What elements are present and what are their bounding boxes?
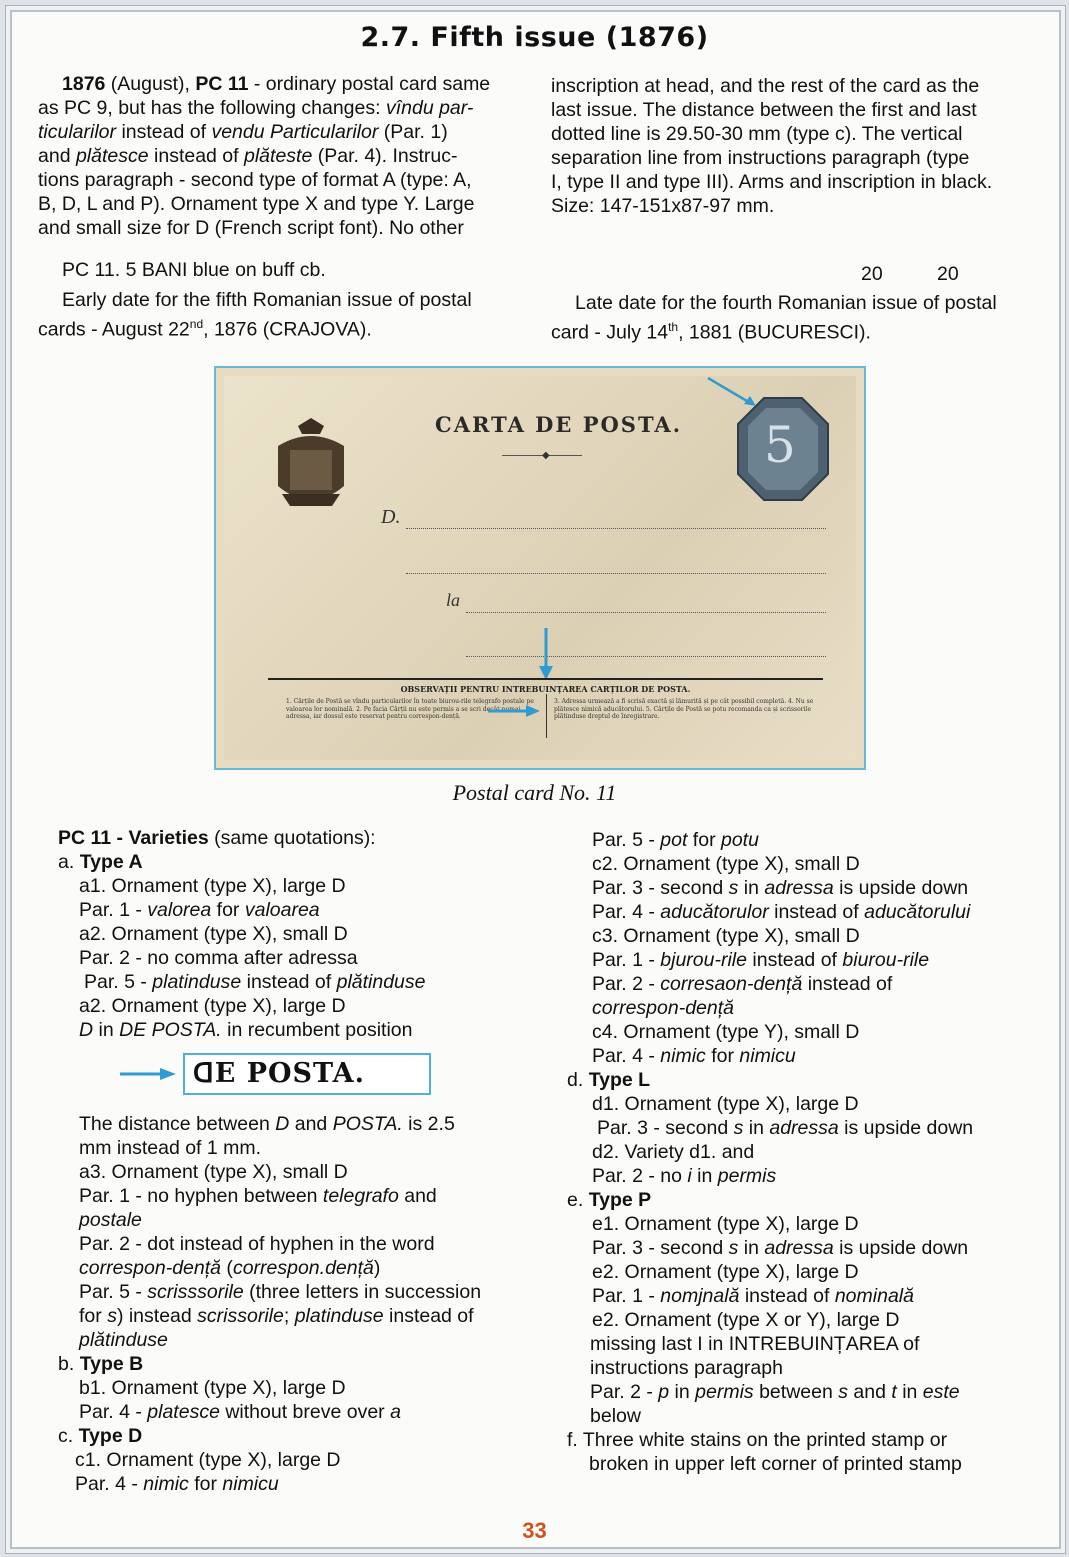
intro-text: vîndu par- <box>385 97 474 119</box>
card-observations: OBSERVAȚII PENTRU INTREBUINȚAREA CARȚILOR DE POSTA. <box>400 684 691 694</box>
variety-text: for <box>211 899 245 921</box>
variety-text: instead of <box>383 1305 474 1327</box>
intro-right-line: inscription at head, and the rest of the card as the <box>551 75 980 97</box>
item-letter: e. <box>567 1189 584 1211</box>
variety-line: b1. Ornament (type X), large D <box>79 1377 346 1399</box>
variety-line: below <box>590 1405 641 1427</box>
intro-text: instead of <box>116 121 212 143</box>
intro-text: and <box>38 145 76 167</box>
variety-text: Par. 1 - <box>592 949 661 971</box>
variety-line: e2. Ornament (type X or Y), large D <box>592 1309 900 1331</box>
variety-line: f. Three white stains on the printed stamp or <box>567 1429 948 1451</box>
variety-text: Par. 2 - <box>590 1381 659 1403</box>
variety-text: is upside down <box>833 877 969 899</box>
variety-text: aducătorului <box>864 901 971 923</box>
intro-text: B, D, L and P). Ornament type X and type Y. Large <box>38 193 475 215</box>
variety-text: for <box>188 1473 223 1495</box>
variety-text: in <box>93 1019 120 1041</box>
address-line-2 <box>406 573 826 574</box>
varieties-heading-rest: (same quotations): <box>208 827 376 849</box>
variety-line: instructions paragraph <box>590 1357 783 1379</box>
postal-card-image <box>214 366 866 770</box>
vertical-separation-line <box>546 694 547 738</box>
variety-text: Par. 3 - second <box>597 1117 734 1139</box>
variety-text: adressa <box>769 1117 839 1139</box>
variety-text: Par. 4 - <box>75 1473 144 1495</box>
variety-text: instead of <box>768 901 865 923</box>
varieties-left-2 <box>58 1112 538 1496</box>
variety-text: scrissorile <box>197 1305 284 1327</box>
item-letter: b. <box>58 1353 75 1375</box>
variety-text: ) <box>373 1257 381 1279</box>
card-heading: CARTA DE POSTA. <box>435 412 683 437</box>
variety-text: platesce <box>147 1401 220 1423</box>
variety-line: e1. Ornament (type X), large D <box>592 1213 859 1235</box>
variety-text: is upside down <box>838 1117 974 1139</box>
variety-text: Par. 4 - <box>592 901 661 923</box>
intro-text: vendu Particularilor <box>211 121 379 143</box>
variety-text: Par. 2 - <box>592 973 661 995</box>
item-letter: a. <box>58 851 75 873</box>
variety-text: in <box>738 877 765 899</box>
intro-text: (August), <box>105 73 196 95</box>
variety-text: DE POSTA. <box>119 1019 222 1041</box>
intro-text: as PC 9, but has the following changes: <box>38 97 386 119</box>
address-line-4 <box>466 656 826 657</box>
price-1: 20 <box>861 263 883 285</box>
variety-text: Par. 5 - <box>79 1281 148 1303</box>
card-la-mark: la <box>446 590 461 610</box>
variety-text: Par. 2 - no <box>592 1165 688 1187</box>
variety-text: Par. 3 - second <box>592 877 729 899</box>
stamp-arrow-icon <box>704 374 764 410</box>
intro-text: (Par. 4). Instruc- <box>312 145 458 167</box>
variety-text: is upside down <box>833 1237 969 1259</box>
variety-text: s <box>107 1305 117 1327</box>
page-number: 33 <box>522 1518 547 1543</box>
variety-text: (three letters in succession <box>243 1281 482 1303</box>
variety-text: este <box>922 1381 960 1403</box>
variety-line: e2. Ornament (type X), large D <box>592 1261 859 1283</box>
price-2: 20 <box>937 263 959 285</box>
type-p-heading: Type P <box>588 1189 652 1211</box>
coat-of-arms-icon <box>268 416 354 516</box>
variety-text: adressa <box>764 1237 834 1259</box>
intro-text: ticularilor <box>38 121 117 143</box>
variety-text: platinduse <box>152 971 242 993</box>
intro-date: 1876 <box>62 73 106 95</box>
page-title: 2.7. Fifth issue (1876) <box>360 22 709 53</box>
intro-text: (Par. 1) <box>378 121 448 143</box>
late-line: Late date for the fourth Romanian issue of postal <box>575 292 997 314</box>
card-d-mark: D. <box>381 506 401 528</box>
variety-text: for <box>687 829 721 851</box>
variety-text: permis <box>717 1165 777 1187</box>
variety-line: Par. 2 - no comma after adressa <box>79 947 358 969</box>
varieties-heading: PC 11 - Varieties <box>58 827 209 849</box>
variety-text: for <box>705 1045 740 1067</box>
variety-text: Par. 1 - no hyphen between <box>79 1185 323 1207</box>
item-letter: c. <box>58 1425 74 1447</box>
late-date <box>551 291 1051 345</box>
intro-right-line: dotted line is 29.50-30 mm (type c). The vertical <box>551 123 963 145</box>
variety-line: c1. Ornament (type X), large D <box>75 1449 341 1471</box>
variety-text: in <box>691 1165 718 1187</box>
variety-text: POSTA. <box>332 1113 403 1135</box>
variety-text: in <box>743 1117 770 1139</box>
variety-text: nimic <box>143 1473 189 1495</box>
variety-text: Par. 5 - <box>592 829 661 851</box>
de-posta-image: ᗡE POSTA. <box>183 1053 431 1095</box>
variety-text: instead of <box>241 971 337 993</box>
variety-text: in <box>669 1381 696 1403</box>
variety-text: ) instead <box>116 1305 198 1327</box>
intro-text: instead of <box>148 145 244 167</box>
variety-text: ; <box>283 1305 295 1327</box>
variety-text: is 2.5 <box>402 1113 455 1135</box>
variety-line: a1. Ornament (type X), large D <box>79 875 346 897</box>
type-a-heading: Type A <box>79 851 143 873</box>
variety-text: instead of <box>739 1285 835 1307</box>
separator-rule <box>268 678 823 680</box>
late-line: card - July 14 <box>551 321 669 344</box>
variety-text: instead of <box>802 973 893 995</box>
intro-right-line: last issue. The distance between the first and last <box>551 99 977 121</box>
variety-text: valoarea <box>244 899 320 921</box>
card-instructions-left: 1. Cărțile de Postă se vîndu particularilor în toate biurou-rile telegrafo postale pe valoarea lor nominală. 2. Pe facia Cărții nu este permis a se scri decât numai adressa, iar dossul este reservat pentru correspon-dență. <box>286 698 534 720</box>
intro-text: plătesce <box>75 145 149 167</box>
variety-line: Par. 2 - dot instead of hyphen in the word <box>79 1233 435 1255</box>
variety-line: correspon-dență <box>592 997 735 1019</box>
variety-text: between <box>753 1381 839 1403</box>
variety-text: Par. 4 - <box>592 1045 661 1067</box>
type-d-heading: Type D <box>78 1425 143 1447</box>
variety-line: plătinduse <box>79 1329 168 1351</box>
early-line: cards - August 22 <box>38 318 190 341</box>
variety-text: in recumbent position <box>221 1019 413 1041</box>
type-l-heading: Type L <box>588 1069 651 1091</box>
variety-text: bjurou-rile <box>660 949 747 971</box>
item-letter: d. <box>567 1069 584 1091</box>
variety-text: Par. 5 - <box>84 971 153 993</box>
variety-text: nimic <box>660 1045 706 1067</box>
variety-text: i <box>687 1165 692 1187</box>
variety-text: corresaon-dență <box>660 973 803 995</box>
variety-text: nimicu <box>739 1045 796 1067</box>
variety-text: s <box>733 1117 744 1139</box>
variety-line: postale <box>79 1209 142 1231</box>
early-line: Early date for the fifth Romanian issue of postal <box>62 289 472 311</box>
intro-right-line: I, type II and type III). Arms and inscription in black. <box>551 171 993 193</box>
variety-text: potu <box>720 829 759 851</box>
variety-line: d1. Ornament (type X), large D <box>592 1093 859 1115</box>
figure-caption: Postal card No. 11 <box>452 780 617 805</box>
intro-text: - ordinary postal card same <box>248 73 491 95</box>
variety-text: and <box>847 1381 892 1403</box>
variety-text: plătinduse <box>336 971 426 993</box>
variety-text: adressa <box>764 877 834 899</box>
variety-line: d2. Variety d1. and <box>592 1141 755 1163</box>
variety-text: Par. 3 - second <box>592 1237 729 1259</box>
intro-text: and small size for D (French script font). No other <box>38 217 464 239</box>
horizontal-arrow-icon <box>486 704 542 718</box>
variety-line: a2. Ornament (type X), small D <box>79 923 348 945</box>
variety-text: and <box>289 1113 333 1135</box>
variety-text: correspon-dență <box>79 1257 222 1279</box>
variety-line: a2. Ornament (type X), large D <box>79 995 346 1017</box>
variety-text: for <box>79 1305 108 1327</box>
variety-text: nimicu <box>222 1473 279 1495</box>
varieties-left <box>58 826 528 1042</box>
variety-text: D <box>275 1113 290 1135</box>
address-line-3 <box>466 612 826 613</box>
variety-text: correspon.dență <box>232 1257 374 1279</box>
intro-text: tions paragraph - second type of format A (type: A, <box>38 169 472 191</box>
variety-text: Par. 1 - <box>79 899 148 921</box>
variety-text: in <box>738 1237 765 1259</box>
variety-line: broken in upper left corner of printed stamp <box>589 1453 962 1475</box>
intro-right <box>551 74 1051 218</box>
variety-text: biurou-rile <box>842 949 930 971</box>
intro-text: plăteste <box>244 145 313 167</box>
variety-text: nomjnală <box>660 1285 740 1307</box>
variety-text: Par. 1 - <box>592 1285 661 1307</box>
variety-line: mm instead of 1 mm. <box>79 1137 262 1159</box>
address-line-1 <box>406 528 826 529</box>
intro-pc: PC 11 <box>195 73 249 95</box>
early-sup: nd <box>189 317 204 331</box>
heading-ornament-icon: ◆ <box>542 450 550 461</box>
variety-text: valorea <box>147 899 212 921</box>
variety-text: and <box>398 1185 437 1207</box>
variety-text: p <box>658 1381 670 1403</box>
variety-text: aducătorulor <box>660 901 769 923</box>
variety-text: s <box>838 1381 848 1403</box>
variety-text: scrisssorile <box>147 1281 244 1303</box>
variety-text: s <box>728 877 739 899</box>
variety-line: c4. Ornament (type Y), small D <box>592 1021 860 1043</box>
variety-text: The distance between <box>79 1113 276 1135</box>
vertical-arrow-icon <box>538 626 554 682</box>
stamp-value: 5 <box>764 416 796 474</box>
intro-right-line: separation line from instructions paragraph (type <box>551 147 970 169</box>
variety-text: ( <box>221 1257 233 1279</box>
varieties-right <box>567 828 1047 1476</box>
variety-line: c2. Ornament (type X), small D <box>592 853 860 875</box>
early-date <box>38 288 538 342</box>
variety-text: Par. 4 - <box>79 1401 148 1423</box>
late-line: , 1881 (BUCURESCI). <box>678 321 871 344</box>
variety-text: nominală <box>834 1285 914 1307</box>
variety-text: s <box>728 1237 739 1259</box>
variety-line: c3. Ornament (type X), small D <box>592 925 860 947</box>
variety-line: missing last I in INTREBUINȚAREA of <box>590 1333 920 1355</box>
type-b-heading: Type B <box>79 1353 144 1375</box>
variety-line: a3. Ornament (type X), small D <box>79 1161 348 1183</box>
variety-text: instead of <box>746 949 843 971</box>
pc-line: PC 11. 5 BANI blue on buff cb. <box>62 259 326 281</box>
variety-text: in <box>896 1381 923 1403</box>
variety-text: D <box>79 1019 94 1041</box>
intro-left <box>38 72 528 240</box>
late-sup: th <box>668 320 679 334</box>
variety-text: without breve over <box>219 1401 391 1423</box>
intro-right-line: Size: 147-151x87-97 mm. <box>551 195 775 217</box>
variety-text: t <box>891 1381 897 1403</box>
variety-text: permis <box>695 1381 754 1403</box>
variety-text: platinduse <box>294 1305 384 1327</box>
early-line: , 1876 (CRAJOVA). <box>203 318 372 341</box>
variety-text: pot <box>660 829 688 851</box>
variety-text: a <box>390 1401 401 1423</box>
posta-arrow-icon <box>118 1066 178 1082</box>
card-instructions-right: 3. Adressa urmează a fi scrisă exactă și lămurită și pe cât possibil completă. 4. Nu se plătesce nimică aducătorului. 5. Cărțile de Postă se potu recomanda ca și scrissorile plătinduse dreptul de înregistrare. <box>554 698 814 720</box>
variety-text: telegrafo <box>322 1185 399 1207</box>
